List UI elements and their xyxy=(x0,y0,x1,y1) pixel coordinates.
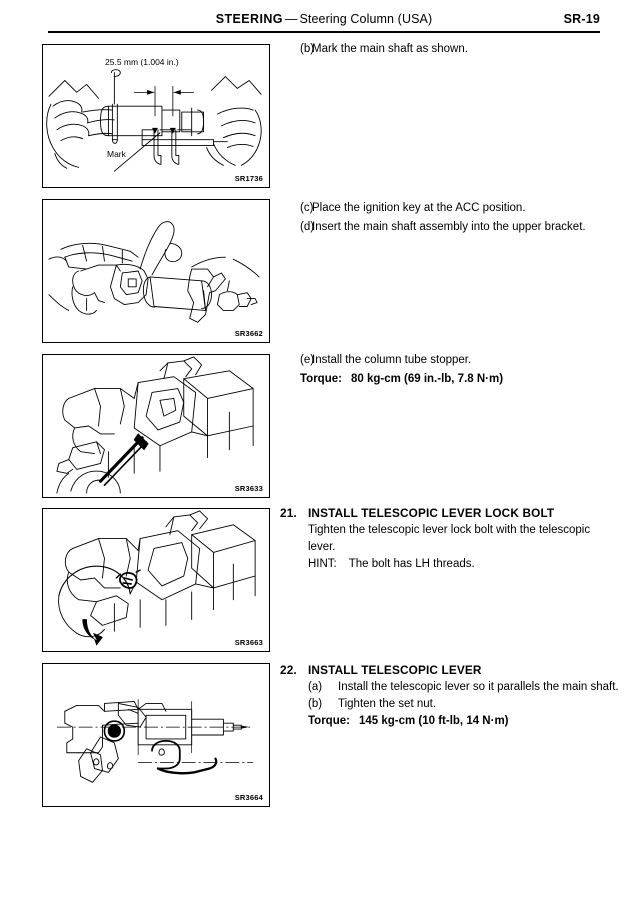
figure-dimension-label: 25.5 mm (1.004 in.) xyxy=(105,57,179,67)
step-e xyxy=(280,352,620,369)
figure-sr3664-canvas xyxy=(43,664,269,806)
header-section-name: STEERING xyxy=(215,12,283,26)
instruction-block-cd xyxy=(280,200,620,238)
hint-label: HINT: xyxy=(308,558,337,570)
section-22-number: 22. xyxy=(280,663,297,677)
figure-sr3633-canvas xyxy=(43,355,269,497)
section-22-title: INSTALL TELESCOPIC LEVER xyxy=(308,663,482,677)
step-c-marker: (c) xyxy=(300,202,314,214)
step-c xyxy=(280,200,620,217)
step-c-text: Place the ignition key at the ACC position. xyxy=(312,202,526,214)
torque-spec-22 xyxy=(280,713,620,730)
header-subtitle: Steering Column (USA) xyxy=(299,12,433,26)
hint-text: The bolt has LH threads. xyxy=(348,558,475,570)
figure-sr3664-illustration xyxy=(43,664,269,806)
section-22-step-b xyxy=(280,696,620,713)
step-b xyxy=(280,41,620,58)
figure-sr1736-canvas xyxy=(43,45,269,187)
figure-sr3662-illustration xyxy=(43,200,269,342)
step-e-text: Install the column tube stopper. xyxy=(312,354,472,366)
step-d-text: Insert the main shaft assembly into the upper bracket. xyxy=(312,221,586,233)
figure-sr1736 xyxy=(42,44,270,188)
torque-spec-e xyxy=(280,371,620,388)
figure-sr3633-illustration xyxy=(43,355,269,497)
figure-code: SR3662 xyxy=(234,329,263,338)
figure-sr3663-illustration xyxy=(43,509,269,651)
figure-code: SR1736 xyxy=(234,174,263,183)
figure-code: SR3633 xyxy=(234,484,263,493)
section-22-step-a-marker: (a) xyxy=(308,681,323,693)
instruction-block-21 xyxy=(280,505,620,573)
instruction-text-column xyxy=(280,0,626,904)
step-b-text: Mark the main shaft as shown. xyxy=(312,43,468,55)
figure-sr3662-canvas xyxy=(43,200,269,342)
step-b-marker: (b) xyxy=(300,43,315,55)
figure-sr3662 xyxy=(42,199,270,343)
torque-label: Torque: xyxy=(300,373,342,385)
step-e-marker: (e) xyxy=(300,354,315,366)
figure-mark-label: Mark xyxy=(107,149,126,159)
header-dash: — xyxy=(284,12,298,26)
instruction-block-b xyxy=(280,41,620,60)
section-21-number: 21. xyxy=(280,506,297,520)
page-number: SR-19 xyxy=(563,12,600,26)
instruction-block-22 xyxy=(280,662,620,730)
torque-value: 145 kg-cm (10 ft-lb, 14 N·m) xyxy=(358,715,509,727)
figure-sr3664 xyxy=(42,663,270,807)
torque-value: 80 kg-cm (69 in.-lb, 7.8 N·m) xyxy=(350,373,504,385)
figure-sr3663 xyxy=(42,508,270,652)
step-d-marker: (d) xyxy=(300,221,315,233)
section-21-title: INSTALL TELESCOPIC LEVER LOCK BOLT xyxy=(308,506,555,520)
section-22-step-b-text: Tighten the set nut. xyxy=(338,698,437,710)
figure-code: SR3664 xyxy=(234,793,263,802)
section-22-step-a xyxy=(280,679,620,696)
section-22-step-b-marker: (b) xyxy=(308,698,323,710)
torque-label: Torque: xyxy=(308,715,350,727)
section-22-heading xyxy=(280,662,620,679)
section-21-paragraph: Tighten the telescopic lever lock bolt with the telescopic lever. xyxy=(308,524,591,553)
section-21-heading xyxy=(280,505,620,522)
section-21-hint xyxy=(280,556,620,573)
figure-code: SR3663 xyxy=(234,638,263,647)
step-d xyxy=(280,219,620,236)
figure-sr3633 xyxy=(42,354,270,498)
figure-sr3663-canvas xyxy=(43,509,269,651)
instruction-block-e xyxy=(280,352,620,388)
section-22-step-a-text: Install the telescopic lever so it parallels the main shaft. xyxy=(338,681,619,693)
